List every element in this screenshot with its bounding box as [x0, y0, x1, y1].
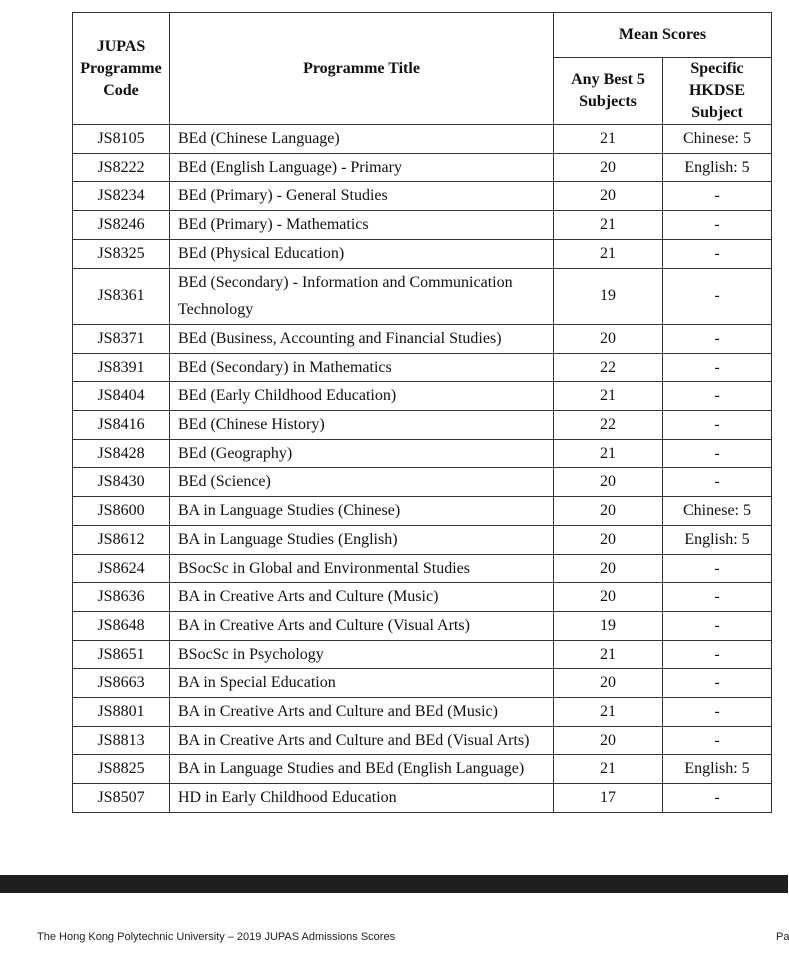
any-best-5-cell: 21 [554, 239, 663, 268]
programme-code-cell: JS8222 [73, 153, 170, 182]
table-row [73, 239, 772, 268]
table-body [73, 125, 772, 813]
programme-title-cell: BEd (Early Childhood Education) [170, 382, 554, 411]
any-best-5-cell: 22 [554, 353, 663, 382]
specific-subject-cell: - [663, 439, 772, 468]
programme-code-cell: JS8648 [73, 611, 170, 640]
specific-subject-cell: - [663, 784, 772, 813]
table-row [73, 353, 772, 382]
programme-title-cell: BEd (Primary) - Mathematics [170, 211, 554, 240]
table-row [73, 182, 772, 211]
programme-title-cell: BEd (Secondary) - Information and Communication Technology [170, 268, 554, 324]
specific-subject-cell: - [663, 583, 772, 612]
programme-code-cell: JS8600 [73, 497, 170, 526]
any-best-5-cell: 20 [554, 153, 663, 182]
programme-code-cell: JS8371 [73, 324, 170, 353]
header-specific-subject: Specific HKDSE Subject [663, 58, 772, 125]
programme-code-cell: JS8404 [73, 382, 170, 411]
specific-subject-cell: - [663, 640, 772, 669]
any-best-5-cell: 20 [554, 182, 663, 211]
table-row [73, 698, 772, 727]
programme-title-cell: BA in Creative Arts and Culture (Music) [170, 583, 554, 612]
any-best-5-cell: 21 [554, 698, 663, 727]
table-row [73, 755, 772, 784]
page-divider-band [0, 875, 788, 893]
specific-subject-cell: - [663, 698, 772, 727]
programme-code-cell: JS8325 [73, 239, 170, 268]
programme-title-cell: BEd (Physical Education) [170, 239, 554, 268]
any-best-5-cell: 20 [554, 525, 663, 554]
programme-code-cell: JS8430 [73, 468, 170, 497]
table-row [73, 726, 772, 755]
programme-title-cell: BEd (Business, Accounting and Financial Studies) [170, 324, 554, 353]
programme-title-cell: BA in Creative Arts and Culture and BEd (Visual Arts) [170, 726, 554, 755]
any-best-5-cell: 20 [554, 497, 663, 526]
any-best-5-cell: 20 [554, 468, 663, 497]
any-best-5-cell: 20 [554, 324, 663, 353]
programme-code-cell: JS8428 [73, 439, 170, 468]
specific-subject-cell: - [663, 182, 772, 211]
specific-subject-cell: - [663, 554, 772, 583]
any-best-5-cell: 21 [554, 211, 663, 240]
any-best-5-cell: 20 [554, 726, 663, 755]
header-programme-code: JUPAS Programme Code [73, 13, 170, 125]
programme-title-cell: BSocSc in Psychology [170, 640, 554, 669]
programme-title-cell: BA in Creative Arts and Culture (Visual Arts) [170, 611, 554, 640]
admission-scores-table [72, 12, 772, 813]
programme-title-cell: BEd (English Language) - Primary [170, 153, 554, 182]
specific-subject-cell: Chinese: 5 [663, 125, 772, 154]
table-row [73, 468, 772, 497]
programme-code-cell: JS8663 [73, 669, 170, 698]
programme-code-cell: JS8361 [73, 268, 170, 324]
any-best-5-cell: 22 [554, 411, 663, 440]
programme-code-cell: JS8813 [73, 726, 170, 755]
table-row [73, 324, 772, 353]
specific-subject-cell: - [663, 239, 772, 268]
programme-code-cell: JS8507 [73, 784, 170, 813]
programme-title-cell: BEd (Geography) [170, 439, 554, 468]
table-row [73, 583, 772, 612]
programme-code-cell: JS8825 [73, 755, 170, 784]
programme-code-cell: JS8624 [73, 554, 170, 583]
any-best-5-cell: 21 [554, 755, 663, 784]
specific-subject-cell: - [663, 411, 772, 440]
specific-subject-cell: - [663, 211, 772, 240]
table-row [73, 640, 772, 669]
programme-code-cell: JS8105 [73, 125, 170, 154]
programme-title-cell: BEd (Chinese History) [170, 411, 554, 440]
programme-code-cell: JS8234 [73, 182, 170, 211]
any-best-5-cell: 21 [554, 382, 663, 411]
table-row [73, 784, 772, 813]
specific-subject-cell: Chinese: 5 [663, 497, 772, 526]
header-any-best-5: Any Best 5 Subjects [554, 58, 663, 125]
any-best-5-cell: 20 [554, 554, 663, 583]
table-row [73, 497, 772, 526]
table-row [73, 554, 772, 583]
specific-subject-cell: - [663, 669, 772, 698]
any-best-5-cell: 19 [554, 268, 663, 324]
specific-subject-cell: - [663, 324, 772, 353]
programme-code-cell: JS8246 [73, 211, 170, 240]
any-best-5-cell: 20 [554, 583, 663, 612]
specific-subject-cell: - [663, 382, 772, 411]
programme-title-cell: BA in Language Studies (Chinese) [170, 497, 554, 526]
any-best-5-cell: 19 [554, 611, 663, 640]
programme-title-cell: BA in Language Studies (English) [170, 525, 554, 554]
table-row [73, 211, 772, 240]
specific-subject-cell: English: 5 [663, 153, 772, 182]
table-row [73, 411, 772, 440]
header-programme-title: Programme Title [170, 13, 554, 125]
any-best-5-cell: 21 [554, 640, 663, 669]
table-row [73, 669, 772, 698]
page-footer: The Hong Kong Polytechnic University – 2019 JUPAS Admissions Scores [37, 931, 396, 943]
programme-title-cell: BA in Creative Arts and Culture and BEd (Music) [170, 698, 554, 727]
table-row [73, 268, 772, 324]
any-best-5-cell: 21 [554, 125, 663, 154]
table-row [73, 439, 772, 468]
programme-title-cell: BEd (Primary) - General Studies [170, 182, 554, 211]
table-row [73, 153, 772, 182]
programme-code-cell: JS8636 [73, 583, 170, 612]
page-number-label: Pa [776, 931, 789, 943]
specific-subject-cell: - [663, 268, 772, 324]
table-row [73, 125, 772, 154]
programme-code-cell: JS8651 [73, 640, 170, 669]
specific-subject-cell: - [663, 468, 772, 497]
programme-title-cell: BA in Special Education [170, 669, 554, 698]
any-best-5-cell: 17 [554, 784, 663, 813]
table-row [73, 525, 772, 554]
programme-title-cell: BEd (Chinese Language) [170, 125, 554, 154]
programme-code-cell: JS8612 [73, 525, 170, 554]
table-row [73, 382, 772, 411]
programme-title-cell: BSocSc in Global and Environmental Studies [170, 554, 554, 583]
any-best-5-cell: 21 [554, 439, 663, 468]
programme-code-cell: JS8391 [73, 353, 170, 382]
table-row [73, 611, 772, 640]
specific-subject-cell: - [663, 353, 772, 382]
any-best-5-cell: 20 [554, 669, 663, 698]
specific-subject-cell: English: 5 [663, 525, 772, 554]
header-mean-scores: Mean Scores [554, 13, 772, 58]
specific-subject-cell: English: 5 [663, 755, 772, 784]
programme-title-cell: BEd (Science) [170, 468, 554, 497]
specific-subject-cell: - [663, 611, 772, 640]
programme-title-cell: HD in Early Childhood Education [170, 784, 554, 813]
specific-subject-cell: - [663, 726, 772, 755]
programme-title-cell: BEd (Secondary) in Mathematics [170, 353, 554, 382]
programme-title-cell: BA in Language Studies and BEd (English Language) [170, 755, 554, 784]
programme-code-cell: JS8416 [73, 411, 170, 440]
programme-code-cell: JS8801 [73, 698, 170, 727]
